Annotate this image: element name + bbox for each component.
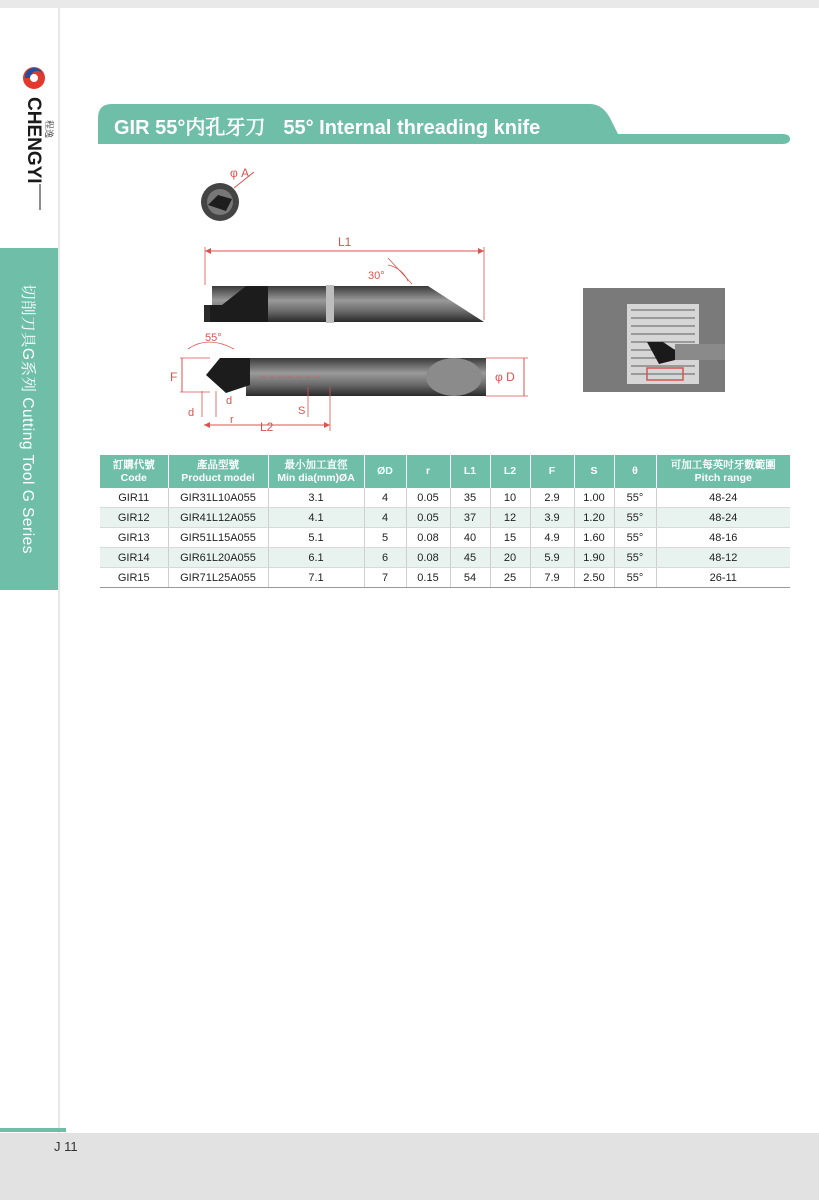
left-margin-rule [58,8,60,1133]
table-cell: GIR11 [100,488,168,508]
brand-logo [12,62,56,212]
label-r: r [230,414,234,426]
table-cell: 48-16 [656,528,790,548]
table-cell: 10 [490,488,530,508]
table-cell: 1.90 [574,548,614,568]
specification-table [100,455,790,588]
tool-end-view-icon [201,183,239,221]
table-cell: 5.1 [268,528,364,548]
column-header [100,455,168,488]
column-header-sublabel: Code [120,471,147,484]
column-header-label: θ [632,465,638,477]
column-header-label: F [548,465,556,477]
table-cell: 7.9 [530,568,574,588]
table-cell: 6 [364,548,406,568]
table-cell: 0.05 [406,488,450,508]
table-cell: 2.50 [574,568,614,588]
column-header-label: L1 [463,465,477,477]
table-cell: 55° [614,488,656,508]
column-header [168,455,268,488]
table-cell: 5 [364,528,406,548]
footer-bar [0,1133,819,1200]
table-body [100,488,790,588]
table-cell: 40 [450,528,490,548]
table-cell: 45 [450,548,490,568]
column-header-label: 最小加工直徑 [284,458,348,471]
table-row [100,508,790,528]
table-cell: 4.1 [268,508,364,528]
table-cell: 1.00 [574,488,614,508]
table-row [100,568,790,588]
table-cell: 48-24 [656,488,790,508]
label-phi-d: φ D [495,370,515,384]
column-header [364,455,406,488]
column-header [450,455,490,488]
table-cell: 1.60 [574,528,614,548]
table-cell: 54 [450,568,490,588]
page-title-zh: GIR 55°内孔牙刀 [114,117,266,139]
application-image [583,288,725,392]
column-header [530,455,574,488]
table-cell: GIR71L25A055 [168,568,268,588]
column-header-label: 訂購代號 [112,458,155,471]
table-cell: GIR15 [100,568,168,588]
table-cell: 55° [614,568,656,588]
table-cell: GIR31L10A055 [168,488,268,508]
table-cell: 0.08 [406,528,450,548]
column-header-sublabel: Product model [181,471,255,484]
table-cell: 0.15 [406,568,450,588]
table-cell: 7.1 [268,568,364,588]
table-cell: 55° [614,548,656,568]
table-cell: 4 [364,488,406,508]
label-f: F [170,370,178,384]
side-category-label: 切削刀具G系列 Cutting Tool G Series [19,283,36,555]
column-header-label: 產品型號 [197,458,239,471]
table-cell: 20 [490,548,530,568]
label-l1: L1 [338,235,352,249]
table-cell: GIR13 [100,528,168,548]
column-header-label: L2 [503,465,517,477]
tool-profile-view-icon [206,358,486,396]
table-cell: 48-24 [656,508,790,528]
table-cell: 4 [364,508,406,528]
logo-mark-icon [23,67,45,89]
label-l2: L2 [260,420,274,434]
tool-side-view-icon [204,285,484,323]
label-d-lower: d [188,407,195,419]
table-cell: 0.05 [406,508,450,528]
column-header [656,455,790,488]
table-header [100,455,790,488]
column-header-sublabel: Min dia(mm)ØA [277,471,355,484]
label-s: S [298,405,306,417]
table-row [100,488,790,508]
table-cell: GIR61L20A055 [168,548,268,568]
table-cell: GIR41L12A055 [168,508,268,528]
column-header-label: S [590,465,598,477]
column-header-sublabel: Pitch range [694,471,752,484]
table-cell: 15 [490,528,530,548]
table-cell: GIR51L15A055 [168,528,268,548]
column-header-label: ØD [377,465,393,477]
table-cell: 55° [614,508,656,528]
page-title-en: 55° Internal threading knife [283,117,541,139]
column-header [406,455,450,488]
label-phi-a: φ A [230,166,250,180]
table-cell: 0.08 [406,548,450,568]
table-cell: 55° [614,528,656,548]
label-angle-55: 55° [205,332,222,344]
table-header-row [100,455,790,488]
column-header [490,455,530,488]
column-header [614,455,656,488]
table-cell: 35 [450,488,490,508]
table-cell: 37 [450,508,490,528]
table-cell: 4.9 [530,528,574,548]
table-cell: 6.1 [268,548,364,568]
table-cell: 5.9 [530,548,574,568]
page-title [114,111,540,140]
table-cell: 12 [490,508,530,528]
column-header-label: 可加工每英吋牙數範圍 [670,458,776,471]
table-row [100,528,790,548]
table-cell: GIR12 [100,508,168,528]
table-cell: 25 [490,568,530,588]
table-row [100,548,790,568]
column-header [268,455,364,488]
table-cell: 7 [364,568,406,588]
table-cell: 26-11 [656,568,790,588]
table-cell: 2.9 [530,488,574,508]
table-cell: 1.20 [574,508,614,528]
page-top-edge [0,0,819,8]
brand-name: CHENGYI [23,97,44,184]
table-cell: GIR14 [100,548,168,568]
table-cell: 3.9 [530,508,574,528]
column-header [574,455,614,488]
footer-accent [0,1128,66,1132]
label-d-upper: d [226,395,233,407]
column-header-label: r [425,465,431,477]
table-cell: 48-12 [656,548,790,568]
table-cell: 3.1 [268,488,364,508]
brand-subname: 程逸 [43,120,53,139]
label-angle-30: 30° [368,270,385,282]
page-number: J 11 [54,1139,78,1154]
